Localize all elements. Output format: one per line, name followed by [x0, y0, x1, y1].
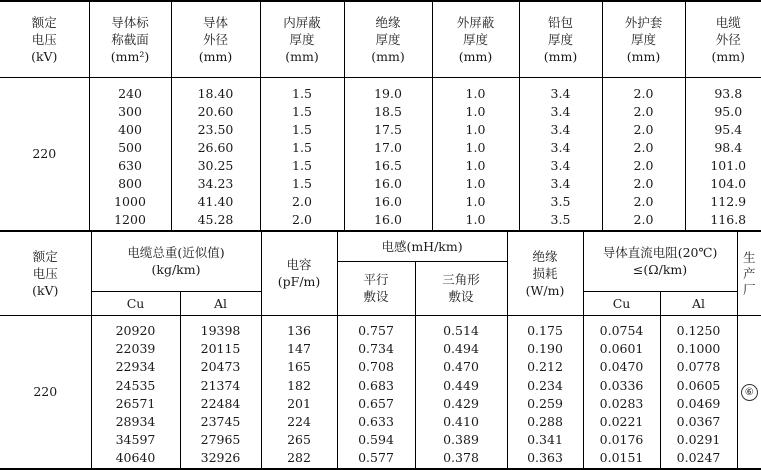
table-cell: 16.5 — [345, 157, 432, 175]
table-cell: 2.0 — [603, 175, 685, 193]
table-cell: 800 — [90, 175, 171, 193]
header-lead-sheath: 铅包 厚度 (mm) — [519, 1, 602, 78]
table-cell: 2.0 — [603, 85, 685, 103]
table-cell: 1.5 — [261, 103, 344, 121]
table-cell: 282 — [262, 449, 337, 467]
table-cell: 1.0 — [433, 121, 519, 139]
cable-diameter-column — [685, 78, 761, 231]
table-cell: 147 — [262, 340, 337, 358]
table-cell: 0.175 — [508, 322, 583, 340]
header-outer-jacket: 外护套 厚度 (mm) — [602, 1, 685, 78]
electrical-table — [0, 230, 761, 470]
table-cell: 26571 — [92, 395, 180, 413]
table-cell: 0.0151 — [584, 449, 660, 467]
weight-al-column — [180, 316, 261, 469]
manufacturer-cell — [737, 316, 761, 469]
table-cell: 32926 — [181, 449, 261, 467]
table-cell: 112.9 — [686, 193, 761, 211]
table-cell: 0.378 — [416, 449, 507, 467]
lead-sheath-column — [519, 78, 602, 231]
table-cell: 41.40 — [172, 193, 260, 211]
table-cell: 3.4 — [520, 175, 602, 193]
table-cell: 1.0 — [433, 175, 519, 193]
table-cell: 2.0 — [603, 103, 685, 121]
table-cell: 34.23 — [172, 175, 260, 193]
table-cell: 0.0283 — [584, 395, 660, 413]
capacitance-column — [261, 316, 337, 469]
table-cell: 0.0469 — [661, 395, 737, 413]
insulation-column — [344, 78, 432, 231]
header-capacitance: 电容 (pF/m) — [261, 231, 337, 316]
table-cell: 20115 — [181, 340, 261, 358]
table-cell: 0.0336 — [584, 377, 660, 395]
outer-jacket-column — [602, 78, 685, 231]
table-cell: 34597 — [92, 431, 180, 449]
table-cell: 0.234 — [508, 377, 583, 395]
table-cell: 0.212 — [508, 358, 583, 376]
table-cell: 1000 — [90, 193, 171, 211]
table-cell: 22039 — [92, 340, 180, 358]
table-cell: 45.28 — [172, 211, 260, 229]
table-cell: 1.5 — [261, 157, 344, 175]
table-cell: 3.4 — [520, 157, 602, 175]
table-cell: 1.5 — [261, 139, 344, 157]
header-rated-voltage: 额定 电压 (kV) — [0, 1, 89, 78]
table-cell: 0.0778 — [661, 358, 737, 376]
table-cell: 17.0 — [345, 139, 432, 157]
header-weight-al: Al — [180, 292, 261, 316]
table-cell: 22484 — [181, 395, 261, 413]
table-cell: 0.757 — [338, 322, 415, 340]
rated-voltage-cell-2: 220 — [0, 316, 91, 469]
table-cell: 26.60 — [172, 139, 260, 157]
table-cell: 3.4 — [520, 121, 602, 139]
weight-cu-column — [91, 316, 180, 469]
table-cell: 0.429 — [416, 395, 507, 413]
nominal-section-column — [89, 78, 171, 231]
manufacturer-mark: ⑥ — [741, 384, 758, 401]
table-cell: 2.0 — [603, 139, 685, 157]
insulation-loss-column — [507, 316, 583, 469]
header-conductor-diameter: 导体 外径 (mm) — [171, 1, 260, 78]
table-cell: 0.410 — [416, 413, 507, 431]
header-triangle-laying: 三角形 敷设 — [415, 262, 507, 316]
header-manufacturer: 生产厂 — [737, 231, 761, 316]
table-cell: 30.25 — [172, 157, 260, 175]
table-cell: 18.5 — [345, 103, 432, 121]
table-cell: 23.50 — [172, 121, 260, 139]
outer-screen-column — [432, 78, 519, 231]
table-cell: 0.594 — [338, 431, 415, 449]
inner-screen-column — [260, 78, 344, 231]
header-inner-screen: 内屏蔽 厚度 (mm) — [260, 1, 344, 78]
table-cell: 0.0221 — [584, 413, 660, 431]
table-cell: 2.0 — [261, 211, 344, 229]
table-cell: 93.8 — [686, 85, 761, 103]
header-rated-voltage-2: 额定 电压 (kV) — [0, 231, 91, 316]
table-cell: 3.4 — [520, 103, 602, 121]
table-cell: 21374 — [181, 377, 261, 395]
table-cell: 0.341 — [508, 431, 583, 449]
table-cell: 0.683 — [338, 377, 415, 395]
table-cell: 22934 — [92, 358, 180, 376]
table-cell: 0.1250 — [661, 322, 737, 340]
table-cell: 16.0 — [345, 175, 432, 193]
table-cell: 3.5 — [520, 211, 602, 229]
header-weight-cu: Cu — [91, 292, 180, 316]
header-parallel-laying: 平行 敷设 — [337, 262, 415, 316]
table-cell: 95.4 — [686, 121, 761, 139]
table-cell: 0.577 — [338, 449, 415, 467]
table-cell: 224 — [262, 413, 337, 431]
table-cell: 0.0601 — [584, 340, 660, 358]
table-cell: 2.0 — [603, 121, 685, 139]
table-cell: 0.190 — [508, 340, 583, 358]
table-cell: 2.0 — [261, 193, 344, 211]
table-cell: 18.40 — [172, 85, 260, 103]
table-cell: 20.60 — [172, 103, 260, 121]
table-cell: 0.470 — [416, 358, 507, 376]
header-total-weight: 电缆总重(近似值) (kg/km) — [91, 231, 261, 292]
table-cell: 0.0247 — [661, 449, 737, 467]
table-cell: 1.0 — [433, 211, 519, 229]
table-cell: 201 — [262, 395, 337, 413]
header-cable-diameter: 电缆 外径 (mm) — [685, 1, 761, 78]
table-cell: 0.708 — [338, 358, 415, 376]
table-cell: 240 — [90, 85, 171, 103]
table-cell: 24535 — [92, 377, 180, 395]
table-cell: 500 — [90, 139, 171, 157]
header-resistance-al: Al — [660, 292, 737, 316]
table-cell: 17.5 — [345, 121, 432, 139]
table-cell: 2.0 — [603, 193, 685, 211]
table-cell: 116.8 — [686, 211, 761, 229]
table-cell: 136 — [262, 322, 337, 340]
table-cell: 0.259 — [508, 395, 583, 413]
table-cell: 19.0 — [345, 85, 432, 103]
table-cell: 265 — [262, 431, 337, 449]
table-cell: 182 — [262, 377, 337, 395]
table-cell: 0.288 — [508, 413, 583, 431]
table-cell: 400 — [90, 121, 171, 139]
table-cell: 1.0 — [433, 193, 519, 211]
table-cell: 101.0 — [686, 157, 761, 175]
table-cell: 16.0 — [345, 211, 432, 229]
dimensions-data-row — [0, 78, 761, 231]
table-cell: 0.494 — [416, 340, 507, 358]
table-cell: 28934 — [92, 413, 180, 431]
table-cell: 23745 — [181, 413, 261, 431]
table-cell: 1.0 — [433, 85, 519, 103]
table-cell: 0.449 — [416, 377, 507, 395]
table-cell: 300 — [90, 103, 171, 121]
table-cell: 0.363 — [508, 449, 583, 467]
table-cell: 0.0605 — [661, 377, 737, 395]
header-nominal-section: 导体标 称截面 (mm²) — [89, 1, 171, 78]
table-cell: 40640 — [92, 449, 180, 467]
header-inductance: 电感(mH/km) — [337, 231, 507, 262]
table-cell: 0.1000 — [661, 340, 737, 358]
table-cell: 0.0291 — [661, 431, 737, 449]
electrical-data-row — [0, 316, 761, 469]
resistance-al-column — [660, 316, 737, 469]
table-cell: 20920 — [92, 322, 180, 340]
header-dc-resistance: 导体直流电阻(20℃) ≤(Ω/km) — [583, 231, 737, 292]
table-cell: 1.0 — [433, 103, 519, 121]
table-cell: 0.0367 — [661, 413, 737, 431]
table-cell: 0.633 — [338, 413, 415, 431]
header-insulation: 绝缘 厚度 (mm) — [344, 1, 432, 78]
header-resistance-cu: Cu — [583, 292, 660, 316]
table-cell: 19398 — [181, 322, 261, 340]
table-cell: 0.0470 — [584, 358, 660, 376]
table-cell: 0.657 — [338, 395, 415, 413]
table-cell: 630 — [90, 157, 171, 175]
table-cell: 0.0754 — [584, 322, 660, 340]
table-cell: 1.5 — [261, 121, 344, 139]
table-cell: 98.4 — [686, 139, 761, 157]
table-cell: 3.4 — [520, 139, 602, 157]
header-insulation-loss: 绝缘 损耗 (W/m) — [507, 231, 583, 316]
triangle-inductance-column — [415, 316, 507, 469]
table-cell: 0.734 — [338, 340, 415, 358]
parallel-inductance-column — [337, 316, 415, 469]
header-outer-screen: 外屏蔽 厚度 (mm) — [432, 1, 519, 78]
table-cell: 16.0 — [345, 193, 432, 211]
table-cell: 27965 — [181, 431, 261, 449]
table-cell: 0.0176 — [584, 431, 660, 449]
dimensions-header-row — [0, 1, 761, 78]
table-cell: 20473 — [181, 358, 261, 376]
table-cell: 3.4 — [520, 85, 602, 103]
table-cell: 95.0 — [686, 103, 761, 121]
table-cell: 165 — [262, 358, 337, 376]
electrical-header-row-1 — [0, 231, 761, 262]
table-cell: 0.514 — [416, 322, 507, 340]
dimensions-table — [0, 0, 761, 230]
table-cell: 1.0 — [433, 157, 519, 175]
conductor-diameter-column — [171, 78, 260, 231]
table-cell: 1.5 — [261, 175, 344, 193]
table-cell: 104.0 — [686, 175, 761, 193]
table-cell: 0.389 — [416, 431, 507, 449]
table-cell: 2.0 — [603, 211, 685, 229]
table-cell: 1.5 — [261, 85, 344, 103]
rated-voltage-cell: 220 — [0, 78, 89, 231]
table-cell: 1200 — [90, 211, 171, 229]
table-cell: 2.0 — [603, 157, 685, 175]
resistance-cu-column — [583, 316, 660, 469]
table-cell: 1.0 — [433, 139, 519, 157]
table-cell: 3.5 — [520, 193, 602, 211]
